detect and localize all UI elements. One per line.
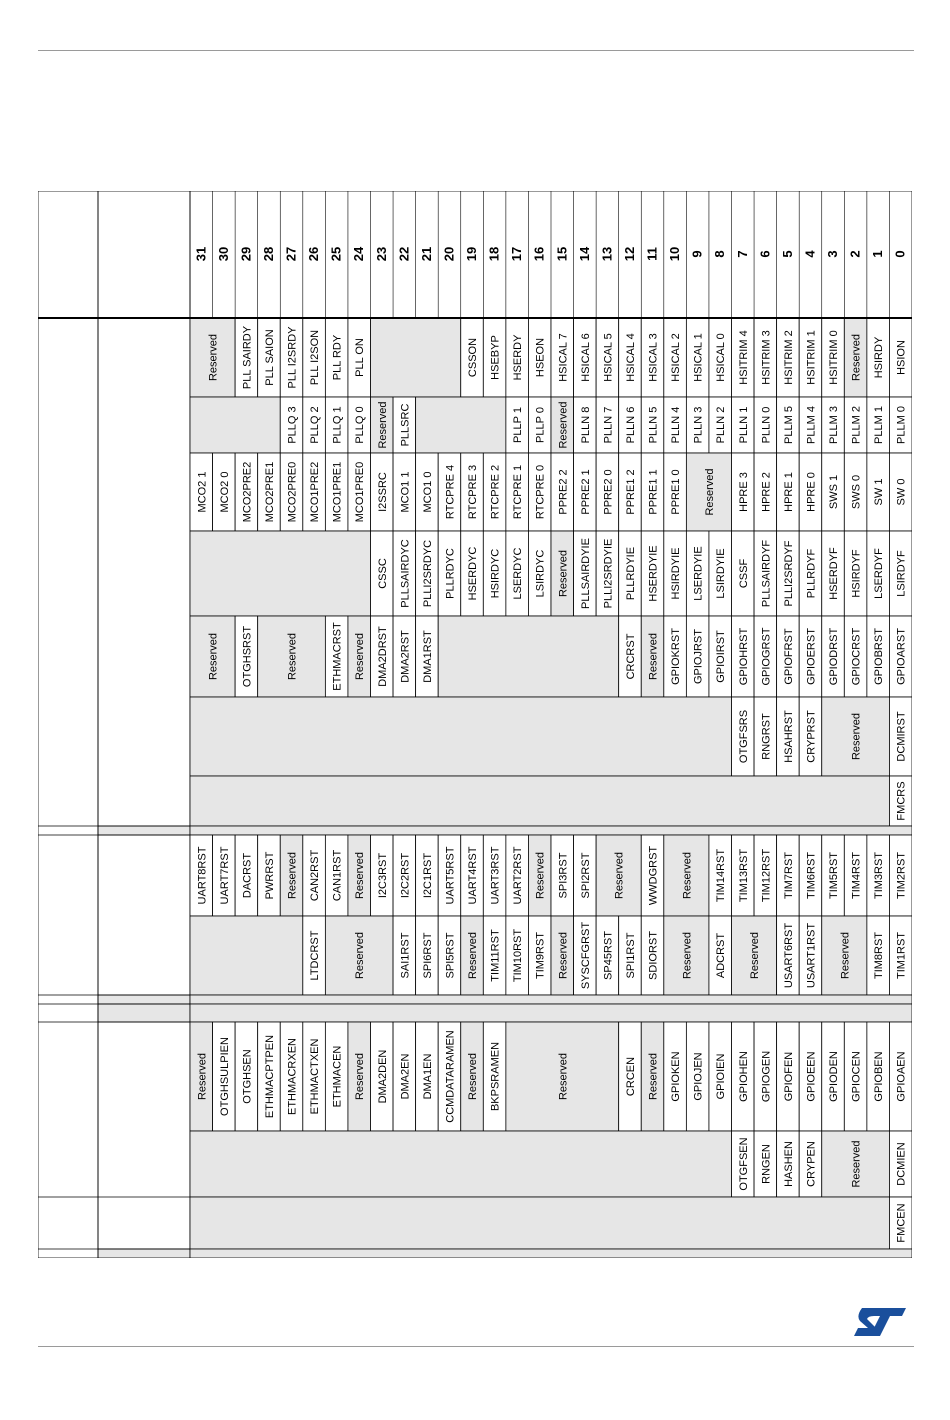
bit-number: 23 [373,246,389,262]
field-label: PPRE1 0 [670,469,683,515]
register-rcc-cfgr [190,453,912,531]
field-label: UART3RST [489,846,502,905]
field-label: PLL SAIRDY [241,325,254,390]
field-label: CAN2RST [309,849,322,902]
field-label: HPRE 1 [782,472,795,512]
field-label: HSIRDYIE [670,547,683,600]
field-label: OTGHSRST [241,625,254,688]
field-label: MCO1PRE2 [309,461,322,523]
field-label: Reserved [354,1052,367,1101]
reserved-field [190,1131,732,1197]
field-label: WWDGRST [647,845,660,906]
field-label: HSICAL 1 [692,333,705,382]
bit-number: 5 [779,250,795,258]
field-label: PPRE1 1 [647,469,660,515]
field-label: LSERDYIE [692,546,705,601]
field-label: BKPSRAMEN [489,1041,502,1112]
field-label: DCMIRST [895,711,908,762]
field-label: HSITRIM 3 [760,330,773,385]
reserved-field [371,318,461,397]
field-label: I2C1RST [421,852,434,899]
field-label: ETHMACTXEN [309,1038,322,1115]
field-label: OTGFSRS [737,709,750,764]
field-label: HSITRIM 1 [805,330,818,385]
field-label: GPIOGRST [760,627,773,686]
field-label: HSICAL 0 [715,333,728,382]
field-label: Reserved [557,931,570,980]
field-label: Reserved [467,931,480,980]
reserved-field [190,916,303,995]
field-label: DMA1RST [421,630,434,683]
field-label: Reserved [376,401,389,449]
field-label: MCO2 1 [196,471,209,513]
field-label: PPRE2 2 [557,469,570,515]
field-label: RTCPRE 2 [489,464,502,520]
field-label: TIM11RST [489,929,502,982]
field-label: MCO1PRE0 [354,461,367,523]
bit-number: 10 [667,246,683,262]
field-label: LSIRDYIE [715,548,728,599]
field-label: SPI2RST [579,852,592,899]
field-label: MCO2PRE1 [263,461,276,523]
field-label: FMCRS [895,781,908,821]
register-rcc-ahb3rstr [190,776,912,826]
reserved-field [438,616,619,697]
field-label: TIM1RST [895,931,908,980]
field-label: Reserved [613,851,626,900]
bit-number: 7 [734,250,750,258]
register-rcc-pllcfgr [190,397,912,453]
field-label: GPIOJEN [692,1052,705,1101]
bit-number: 6 [757,250,773,258]
field-label: Reserved [703,468,716,516]
field-label: PLLN 3 [692,406,705,444]
field-label: UART8RST [196,846,209,905]
field-label: GPIOJRST [692,628,705,685]
register-reserved-1c [190,826,912,835]
field-label: ETHMACEN [331,1045,344,1108]
reserved-field [190,397,280,453]
label-filler [98,995,190,1004]
field-label: CRYPRST [805,710,818,763]
field-label: SYSCFGRST [579,921,592,990]
register-rcc-cir [190,531,912,616]
field-label: GPIOCEN [850,1051,863,1102]
field-label: CSSF [737,558,750,589]
field-label: Reserved [286,632,299,681]
field-label: ETHMACRST [331,622,344,691]
bit-number: 1 [870,250,886,258]
field-label: MCO1PRE1 [331,461,344,523]
field-label: PLLRDYIE [624,546,637,601]
field-label: SWS 1 [828,474,841,510]
field-label: GPIOCRST [850,627,863,686]
bit-number: 11 [644,247,660,261]
field-label: PLL I2SON [309,329,322,386]
field-label: Reserved [196,1052,209,1101]
field-label: PLLM 0 [895,406,908,444]
field-label: OTGHSULPIEN [218,1037,231,1116]
field-label: MCO1 0 [421,471,434,513]
field-label: PLLRDYC [444,548,457,599]
field-label: GPIOERST [805,628,818,685]
field-label: Reserved [286,851,299,900]
field-label: Reserved [467,1052,480,1101]
bit-number: 18 [486,246,502,262]
field-label: PLLI2SRDYC [421,539,434,608]
field-label: GPIOAEN [895,1051,908,1102]
field-label: TIM14RST [715,848,728,903]
field-label: DACRST [241,852,254,899]
bit-number: 20 [441,246,457,262]
field-label: DMA2DEN [376,1049,389,1104]
field-label: GPIOFEN [782,1051,795,1102]
field-label: LTDCRST [309,930,322,981]
bit-number: 3 [825,250,841,258]
field-label: HSION [895,340,908,375]
field-label: SPI6RST [421,932,434,979]
bit-number: 17 [509,246,525,262]
bit-number: 31 [193,246,209,262]
field-label: SW 1 [873,478,886,506]
register-rcc-cr [190,318,912,397]
field-label: PLLN 4 [670,406,683,444]
field-label: SDIORST [647,931,660,980]
top-rule [38,50,914,51]
field-label: PLLM 1 [873,406,886,444]
label-filler [98,1249,190,1258]
reserved-field [416,397,506,453]
field-label: TIM7RST [782,851,795,900]
field-label: PLL SAION [263,329,276,386]
bit-number: 25 [328,246,344,262]
field-label: GPIOHRST [737,627,750,686]
field-label: HSICAL 6 [579,333,592,382]
bit-number: 9 [689,250,705,258]
field-label: Reserved [850,712,863,761]
bit-number: 4 [802,250,818,258]
field-label: RTCPRE 4 [444,464,457,520]
field-label: PLLP 0 [534,407,547,443]
bit-number: 24 [351,246,367,262]
field-label: PLLM 2 [850,406,863,444]
field-label: TIM13RST [737,848,750,903]
field-label: PPRE2 1 [579,469,592,515]
field-label: SAI1RST [399,932,412,979]
field-label: PLLM 4 [805,406,818,444]
field-label: PPRE2 0 [602,469,615,515]
field-label: UART5RST [444,846,457,905]
field-label: PLLI2SRDYIE [602,538,615,609]
field-label: ADCRST [715,932,728,979]
field-label: LSIRDYF [895,550,908,597]
offset-column [38,191,98,1258]
field-label: PLL ON [354,338,367,377]
reserved-field [190,995,912,1004]
field-label: PLLSAIRDYF [760,539,773,608]
field-label: TIM8RST [873,931,886,980]
field-label: PLL RDY [331,334,344,381]
label-filler [98,1004,190,1022]
field-label: SW 0 [895,478,908,506]
field-label: TIM4RST [850,851,863,900]
field-label: Reserved [354,931,367,980]
field-label: PWRRST [263,851,276,900]
field-label: Reserved [207,632,220,681]
field-label: RTCPRE 0 [534,464,547,520]
field-label: SPI3RST [557,852,570,899]
field-label: HSERDYIE [647,545,660,602]
field-label: DMA2EN [399,1053,412,1100]
bit-number: 30 [215,246,231,262]
field-label: FMCEN [895,1203,908,1243]
register-rcc-apb2rstr [190,916,912,995]
register-name-column [98,191,190,1249]
field-label: CSSC [376,558,389,589]
field-label: DMA1EN [421,1053,434,1100]
bit-number: 12 [621,246,637,262]
reserved-field [190,1004,912,1022]
field-label: HSITRIM 0 [828,330,841,385]
field-label: GPIOGEN [760,1050,773,1103]
field-label: GPIOIRST [715,630,728,683]
field-label: GPIOKEN [670,1051,683,1102]
field-label: HSERDYF [828,547,841,600]
field-label: PLLP 1 [512,407,525,443]
bit-number: 16 [531,246,547,262]
field-label: CRCRST [624,633,637,680]
field-label: PLLN 0 [760,406,773,444]
field-label: PPRE1 2 [624,469,637,515]
field-label: TIM5RST [828,851,841,900]
field-label: HSIRDYC [489,548,502,599]
field-label: ETHMACRXEN [286,1037,299,1116]
field-label: GPIOKRST [670,628,683,685]
bit-number: 13 [599,246,615,262]
field-label: DCMIEN [895,1142,908,1186]
field-label: PLLN 6 [624,406,637,444]
bit-number: 26 [306,246,322,262]
field-label: HSITRIM 4 [737,330,750,385]
field-label: PLLQ 3 [286,406,299,444]
bit-number: 29 [238,246,254,262]
field-label: PLLN 8 [579,406,592,444]
register-rcc-ahb1rstr [190,616,912,697]
field-label: GPIOBEN [873,1051,886,1102]
field-label: Reserved [850,1140,863,1188]
field-label: HSERDY [512,334,525,381]
bit-number: 28 [260,246,276,262]
field-label: HSIRDY [873,336,886,379]
field-label: LSIRDYC [534,549,547,598]
field-label: I2C3RST [376,852,389,899]
field-label: OTGHSEN [241,1049,254,1104]
field-label: UART2RST [512,846,525,905]
field-label: TIM9RST [534,931,547,980]
register-map-table [38,191,912,1258]
field-label: CAN1RST [331,849,344,902]
field-label: PLLSRC [399,403,412,447]
field-label: PLLM 5 [782,406,795,444]
field-label: TIM6RST [805,851,818,900]
field-label: HPRE 2 [760,472,773,512]
field-label: Reserved [647,632,660,681]
field-label: HSIRDYF [850,549,863,598]
field-label: RNGRST [760,713,773,760]
field-label: PLLRDYF [805,548,818,599]
register-rcc-ahb2enr [190,1131,912,1197]
field-label: PLLN 1 [737,406,750,444]
field-label: HSICAL 7 [557,333,570,382]
field-label: Reserved [534,851,547,900]
field-label: UART7RST [218,846,231,905]
field-label: Reserved [557,401,570,449]
field-label: CCMDATARAMEN [444,1030,457,1123]
register-rcc-ahb3enr [190,1197,912,1249]
field-label: TIM2RST [895,851,908,900]
bit-number: 22 [396,246,412,262]
label-filler [98,826,190,835]
field-label: MCO2PRE0 [286,461,299,523]
field-label: RTCPRE 1 [512,464,525,520]
field-label: MCO2PRE2 [241,461,254,523]
field-label: TIM10RST [512,928,525,983]
field-label: HSICAL 2 [670,333,683,382]
field-label: LSERDYC [512,547,525,600]
field-label: PLLN 5 [647,406,660,444]
field-label: HSICAL 5 [602,333,615,382]
bit-number: 8 [712,250,728,258]
field-label: MCO2 0 [218,471,231,513]
field-label: Reserved [681,851,694,900]
field-label: HPRE 0 [805,472,818,512]
field-label: UART4RST [467,846,480,905]
field-label: SPI1RST [624,932,637,979]
field-label: SWS 0 [850,474,863,510]
field-label: HSITRIM 2 [782,330,795,385]
register-reserved-28 [190,995,912,1004]
register-reserved-2c [190,1004,912,1022]
field-label: PLLQ 0 [354,406,367,444]
reserved-field [190,697,732,776]
field-label: CRYPEN [805,1141,818,1187]
field-label: SPI5RST [444,932,457,979]
field-label: CSSON [467,337,480,378]
field-label: Reserved [850,333,863,382]
field-label: I2C2RST [399,852,412,899]
field-label: PLLQ 1 [331,406,344,444]
field-label: PLLSAIRDYIE [579,538,592,609]
field-label: Reserved [354,851,367,900]
field-label: PLL I2SRDY [286,326,299,389]
field-label: HSERDYC [467,546,480,601]
register-rcc-ahb1enr [190,1022,912,1131]
field-label: PLLN 7 [602,406,615,444]
bit-number: 0 [892,250,908,258]
register-rcc-apb1rstr [190,835,912,916]
field-label: USART6RST [782,922,795,989]
field-label: GPIODEN [828,1051,841,1102]
field-label: DMA2RST [399,630,412,683]
field-label: PLLN 2 [715,406,728,444]
field-label: ETHMACPTPEN [263,1034,276,1119]
reserved-field [190,776,889,826]
field-label: LSERDYF [873,548,886,599]
st-logo-icon [852,1304,910,1340]
reserved-field [190,826,912,835]
field-label: GPIOEEN [805,1051,818,1102]
field-label: USART1RST [805,922,818,989]
field-label: PLLM 3 [828,406,841,444]
field-label: Reserved [647,1052,660,1101]
field-label: OTGFSEN [737,1137,750,1191]
bit-number: 27 [283,246,299,262]
bit-number: 14 [576,246,592,262]
field-label: RTCPRE 3 [467,464,480,520]
bottom-rule [38,1346,914,1347]
field-label: GPIOARST [895,628,908,685]
bottom-reserved-strip [190,1249,912,1258]
field-label: PLLI2SRDYF [782,540,795,607]
field-label: Reserved [681,931,694,980]
field-label: DMA2DRST [376,626,389,687]
field-label: PLLSAIRDYC [399,539,412,608]
field-label: Reserved [839,931,852,980]
field-label: I2SSRC [376,472,389,512]
field-label: MCO1 1 [399,471,412,513]
field-label: HASHEN [782,1141,795,1187]
field-label: TIM3RST [873,851,886,900]
field-label: SP45RST [602,931,615,980]
field-label: HSICAL 3 [647,333,660,382]
field-label: RNGEN [760,1144,773,1184]
field-label: HSEON [534,337,547,378]
field-label: Reserved [749,931,762,980]
field-label: GPIOBRST [873,628,886,685]
reserved-field [190,531,371,616]
field-label: HPRE 3 [737,472,750,512]
field-label: Reserved [354,632,367,681]
field-label: Reserved [557,549,570,598]
reserved-field [190,1197,889,1249]
field-label: Reserved [207,333,220,382]
bit-number: 2 [847,250,863,258]
field-label: PLLQ 2 [309,406,322,444]
field-label: HSAHRST [782,710,795,763]
field-label: GPIOIEN [715,1053,728,1100]
field-label: HSICAL 4 [624,333,637,382]
field-label: GPIOFRST [782,628,795,685]
bit-number: 21 [418,246,434,262]
bit-number: 19 [464,246,480,262]
field-label: GPIOHEN [737,1051,750,1102]
field-label: CRCEN [624,1056,637,1097]
field-label: GPIODRST [828,627,841,686]
field-label: HSEBYP [489,335,502,380]
field-label: Reserved [557,1052,570,1101]
bit-number: 15 [554,246,570,262]
field-label: TIM12RST [760,848,773,903]
register-rcc-ahb2rstr [190,697,912,776]
